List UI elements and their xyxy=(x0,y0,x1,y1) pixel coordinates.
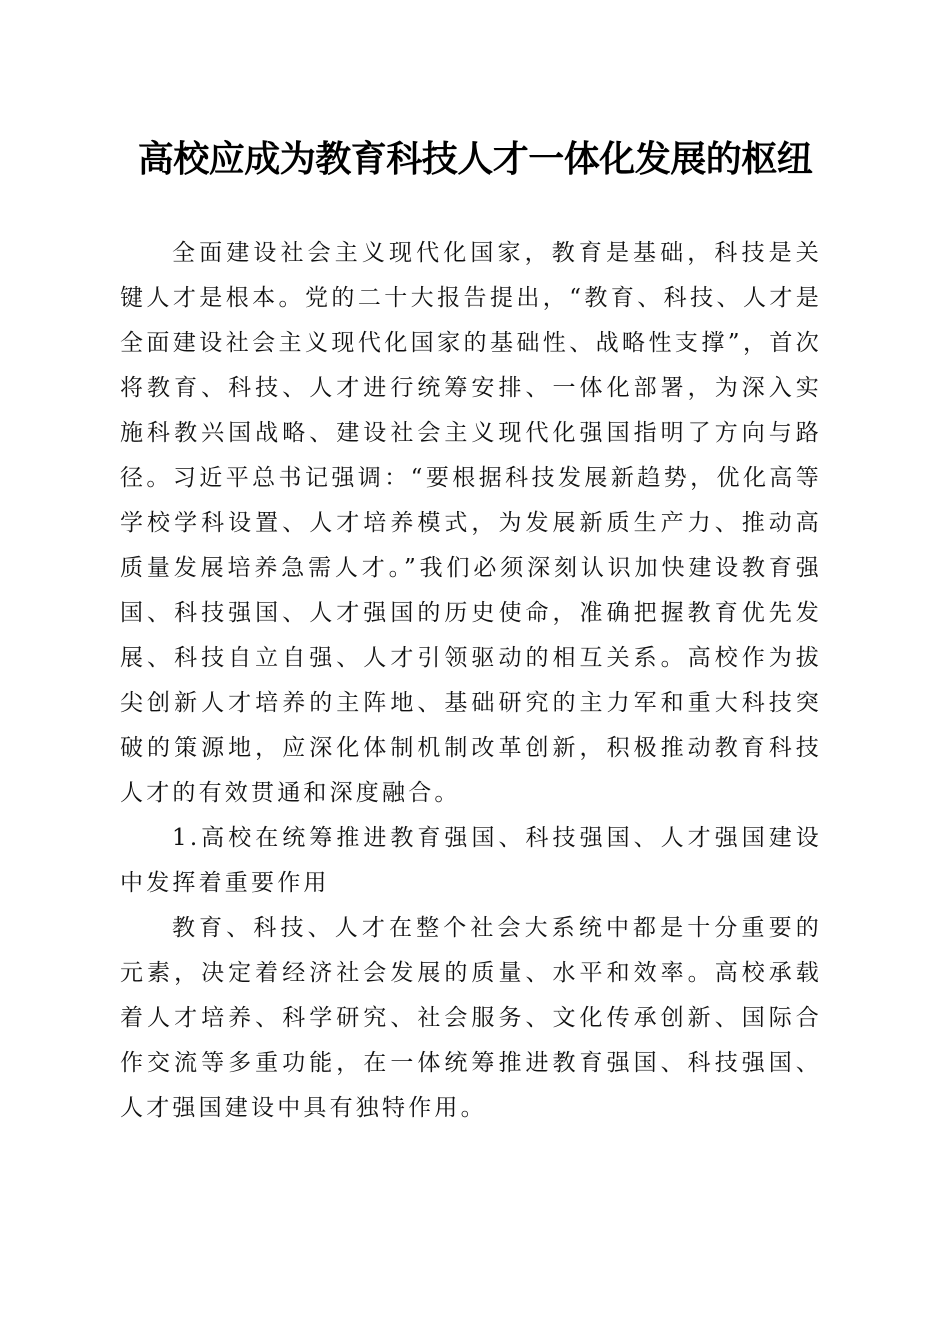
document-body xyxy=(120,231,822,1131)
paragraph-section-1: 教育、科技、人才在整个社会大系统中都是十分重要的元素，决定着经济社会发展的质量、水平和效率。高校承载着人才培养、科学研究、社会服务、文化传承创新、国际合作交流等多重功能，在一体统筹推进教育强国、科技强国、人才强国建设中具有独特作用。 xyxy=(120,915,822,1121)
paragraph-intro: 全面建设社会主义现代化国家，教育是基础，科技是关键人才是根本。党的二十大报告提出，“教育、科技、人才是全面建设社会主义现代化国家的基础性、战略性支撑”，首次将教育、科技、人才进行统筹安排、一体化部署，为深入实施科教兴国战略、建设社会主义现代化强国指明了方向与路径。习近平总书记强调：“要根据科技发展新趋势，优化高等学校学科设置、人才培养模式，为发展新质生产力、推动高质量发展培养急需人才。”我们必须深刻认识加快建设教育强国、科技强国、人才强国的历史使命，准确把握教育优先发展、科技自立自强、人才引领驱动的相互关系。高校作为拔尖创新人才培养的主阵地、基础研究的主力军和重大科技突破的策源地，应深化体制机制改革创新，积极推动教育科技人才的有效贯通和深度融合。 xyxy=(120,240,822,806)
document-title: 高校应成为教育科技人才一体化发展的枢纽 xyxy=(137,138,813,180)
section-heading-1: 1.高校在统筹推进教育强国、科技强国、人才强国建设中发挥着重要作用 xyxy=(120,825,822,896)
